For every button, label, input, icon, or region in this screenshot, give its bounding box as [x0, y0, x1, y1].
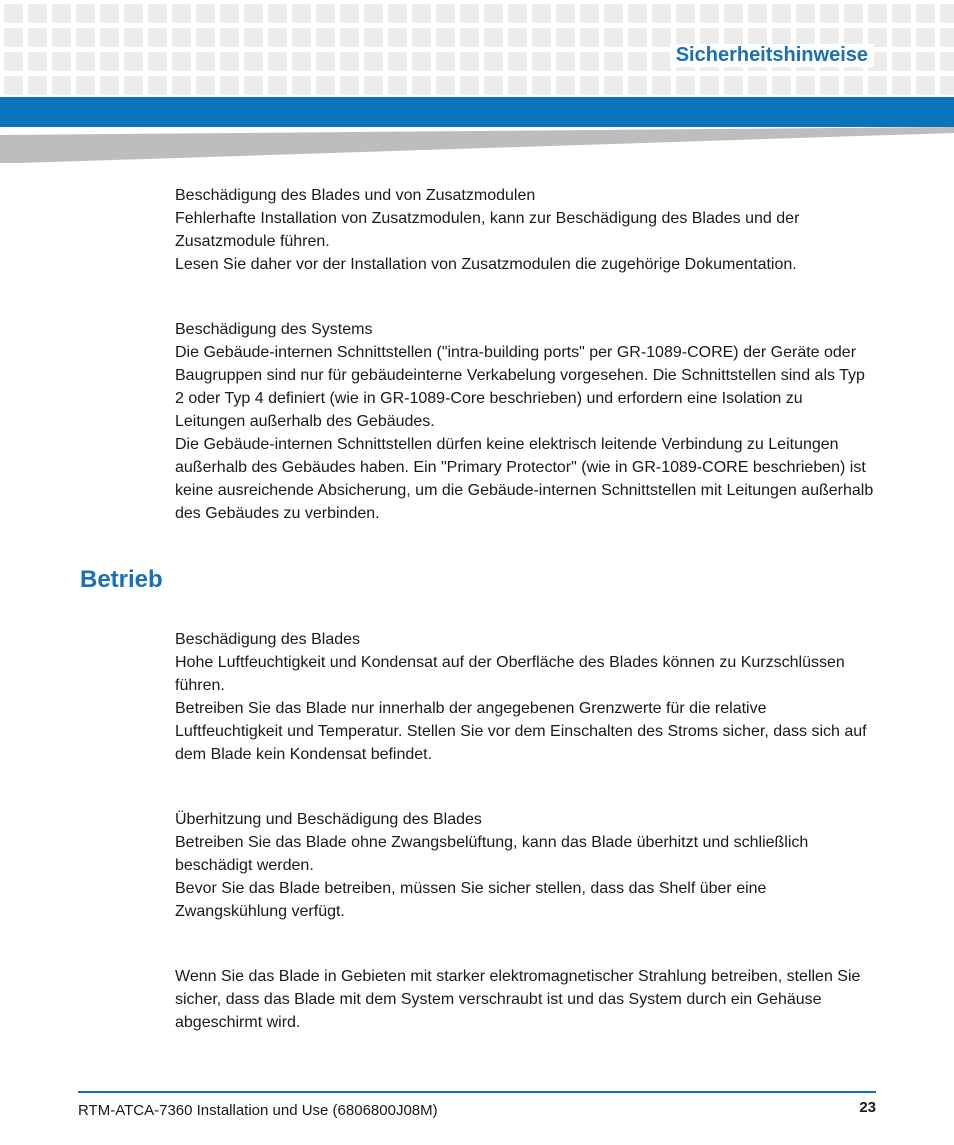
header-tile: [580, 76, 599, 95]
header-tile: [652, 52, 671, 71]
header-tile: [316, 76, 335, 95]
header-tile: [124, 4, 143, 23]
header-tile: [532, 28, 551, 47]
notice-text: Lesen Sie daher vor der Installation von Zusatzmodulen die zugehörige Dokumentation.: [175, 256, 797, 273]
header-tile: [268, 4, 287, 23]
notice-text: Fehlerhafte Installation von Zusatzmodulen, kann zur Beschädigung des Blades und der Zusatzmodule führen.: [175, 210, 800, 250]
header-tile: [508, 76, 527, 95]
notice-title: Beschädigung des Systems: [175, 321, 373, 338]
header-tile: [460, 28, 479, 47]
header-tile: [364, 52, 383, 71]
header-tile: [484, 52, 503, 71]
header-tile: [436, 28, 455, 47]
header-tile: [292, 28, 311, 47]
header-tile: [484, 4, 503, 23]
header-tile: [172, 76, 191, 95]
footer-rule: [78, 1091, 876, 1093]
header-tile: [868, 76, 887, 95]
header-tile: [820, 76, 839, 95]
header-tile: [892, 52, 911, 71]
header-grey-wedge: [0, 127, 954, 163]
header-tile: [268, 52, 287, 71]
header-tile: [196, 76, 215, 95]
header-tile: [844, 76, 863, 95]
header-tile: [172, 52, 191, 71]
header-tile: [316, 28, 335, 47]
header-tile: [772, 4, 791, 23]
header-tile: [292, 76, 311, 95]
header-tile: [916, 52, 935, 71]
header-tile: [100, 52, 119, 71]
header-tile: [412, 4, 431, 23]
header-tile: [148, 4, 167, 23]
notice-text: Bevor Sie das Blade betreiben, müssen Sie sicher stellen, dass das Shelf über eine Zwangskühlung verfügt.: [175, 880, 767, 920]
header-tile: [52, 76, 71, 95]
header-tile: [556, 76, 575, 95]
header-tile: [52, 28, 71, 47]
notice-blade-modules: [175, 184, 875, 276]
header-tile: [748, 76, 767, 95]
header-tile: [748, 4, 767, 23]
header-tile: [172, 4, 191, 23]
header-tile: [700, 76, 719, 95]
notice-overheating: [175, 808, 875, 923]
header-tile: [916, 28, 935, 47]
header-tile: [700, 4, 719, 23]
header-tile: [628, 4, 647, 23]
header-tile: [52, 52, 71, 71]
header-tile: [220, 76, 239, 95]
header-tile: [868, 4, 887, 23]
header-tile: [388, 76, 407, 95]
header-tile: [604, 28, 623, 47]
header-tile: [460, 52, 479, 71]
header-tile: [76, 52, 95, 71]
header-tile: [676, 4, 695, 23]
header-tile: [940, 52, 954, 71]
header-tile: [604, 76, 623, 95]
header-tile: [628, 76, 647, 95]
header-tile: [28, 52, 47, 71]
header-tile: [940, 28, 954, 47]
notice-title: Beschädigung des Blades und von Zusatzmodulen: [175, 187, 536, 204]
header-tile: [220, 28, 239, 47]
header-tile: [292, 52, 311, 71]
header-tile: [532, 76, 551, 95]
notice-title: Überhitzung und Beschädigung des Blades: [175, 811, 482, 828]
header-tile: [268, 28, 287, 47]
header-tile: [52, 4, 71, 23]
header-tile: [148, 52, 167, 71]
header-tile: [4, 28, 23, 47]
header-blue-bar: [0, 97, 954, 127]
header-tile: [244, 4, 263, 23]
header-tile: [892, 4, 911, 23]
header-tile: [556, 4, 575, 23]
header-tile: [76, 4, 95, 23]
header-tile: [532, 52, 551, 71]
header-tile: [796, 4, 815, 23]
header-tile: [484, 76, 503, 95]
header-tile: [892, 76, 911, 95]
header-tile: [100, 28, 119, 47]
header-tile: [772, 76, 791, 95]
header-tile: [340, 52, 359, 71]
notice-text: Die Gebäude-internen Schnittstellen ("intra-building ports" per GR-1089-CORE) der Geräte oder Baugruppen sind nur für gebäudeinterne Verkabelung vorgesehen. Die Schnittstellen sind als Typ 2 oder Typ 4 definiert (wie in GR-1089-Core beschrieben) und erfordern eine Isolation zu Leitungen außerhalb des Gebäudes.: [175, 344, 865, 430]
header-tile: [508, 28, 527, 47]
footer-document-title: RTM-ATCA-7360 Installation und Use (6806800J08M): [78, 1102, 438, 1119]
notice-emc: [175, 965, 875, 1034]
header-tile: [148, 28, 167, 47]
header-tile: [388, 28, 407, 47]
running-header-title: Sicherheitshinweise: [670, 44, 874, 67]
header-tile: [796, 76, 815, 95]
header-tile: [28, 28, 47, 47]
header-tile: [436, 52, 455, 71]
header-tile: [388, 4, 407, 23]
header-tile: [220, 52, 239, 71]
header-tile: [532, 4, 551, 23]
header-tile: [412, 76, 431, 95]
notice-text: Hohe Luftfeuchtigkeit und Kondensat auf der Oberfläche des Blades können zu Kurzschlüssen führen.: [175, 654, 845, 694]
header-tile: [604, 52, 623, 71]
header-tile: [364, 76, 383, 95]
header-tile: [652, 4, 671, 23]
header-tile: [244, 28, 263, 47]
header-tile: [844, 4, 863, 23]
header-tile: [148, 76, 167, 95]
header-tile: [100, 76, 119, 95]
header-tile: [916, 4, 935, 23]
header-tile: [316, 52, 335, 71]
header-tile: [316, 4, 335, 23]
header-tile: [340, 28, 359, 47]
header-tile: [556, 28, 575, 47]
header-tile: [676, 76, 695, 95]
header-tile: [340, 76, 359, 95]
header-tile: [124, 52, 143, 71]
header-tile: [4, 52, 23, 71]
notice-system: [175, 318, 875, 525]
header-tile: [436, 76, 455, 95]
header-tile: [196, 28, 215, 47]
header-tile: [580, 52, 599, 71]
notice-title: Beschädigung des Blades: [175, 631, 361, 648]
header-tile: [364, 4, 383, 23]
header-tile: [340, 4, 359, 23]
header-tile: [388, 52, 407, 71]
header-tile: [244, 76, 263, 95]
header-tile: [4, 76, 23, 95]
header-tile: [820, 4, 839, 23]
page-number: 23: [859, 1099, 876, 1116]
section-heading-betrieb: Betrieb: [80, 566, 163, 593]
header-tile: [556, 52, 575, 71]
header-tile: [292, 4, 311, 23]
notice-text: Betreiben Sie das Blade nur innerhalb der angegebenen Grenzwerte für die relative Luftfeuchtigkeit und Temperatur. Stellen Sie vor dem Einschalten des Stroms sicher, dass sich auf dem Blade kein Kondensat befindet.: [175, 700, 867, 763]
notice-blade-humidity: [175, 628, 875, 766]
header-tile: [580, 28, 599, 47]
header-tile: [100, 4, 119, 23]
header-tile: [628, 28, 647, 47]
header-tile: [724, 4, 743, 23]
header-tile: [892, 28, 911, 47]
header-tile: [940, 4, 954, 23]
header-tile: [172, 28, 191, 47]
header-tile: [628, 52, 647, 71]
header-tile: [508, 4, 527, 23]
header-tile: [124, 76, 143, 95]
notice-text: Die Gebäude-internen Schnittstellen dürfen keine elektrisch leitende Verbindung zu Leitungen außerhalb des Gebäudes haben. Ein "Primary Protector" (wie in GR-1089-CORE beschrieben) ist keine ausreichende Absicherung, um die Gebäude-internen Schnittstellen mit Leitungen außerhalb des Gebäudes zu verbinden.: [175, 436, 874, 522]
header-tile: [412, 52, 431, 71]
header-tile: [460, 76, 479, 95]
header-tile: [460, 4, 479, 23]
header-tile: [28, 4, 47, 23]
header-tile: [364, 28, 383, 47]
header-tile: [412, 28, 431, 47]
header-tile: [508, 52, 527, 71]
header-tile: [196, 4, 215, 23]
header-tile: [940, 76, 954, 95]
header-tile: [604, 4, 623, 23]
header-tile: [580, 4, 599, 23]
header-tile: [916, 76, 935, 95]
header-tile: [436, 4, 455, 23]
header-tile: [124, 28, 143, 47]
notice-text: Wenn Sie das Blade in Gebieten mit starker elektromagnetischer Strahlung betreiben, stellen Sie sicher, dass das Blade mit dem System verschraubt ist und das System durch ein Gehäuse abgeschirmt wird.: [175, 968, 861, 1031]
header-tile: [484, 28, 503, 47]
header-tile: [28, 76, 47, 95]
notice-text: Betreiben Sie das Blade ohne Zwangsbelüftung, kann das Blade überhitzt und schließlich beschädigt werden.: [175, 834, 809, 874]
header-tile: [220, 4, 239, 23]
header-tile: [76, 28, 95, 47]
header-tile: [76, 76, 95, 95]
header-tile: [244, 52, 263, 71]
header-tile: [652, 76, 671, 95]
header-tile: [724, 76, 743, 95]
header-tile: [268, 76, 287, 95]
header-tile: [652, 28, 671, 47]
header-tile: [4, 4, 23, 23]
header-tile: [196, 52, 215, 71]
